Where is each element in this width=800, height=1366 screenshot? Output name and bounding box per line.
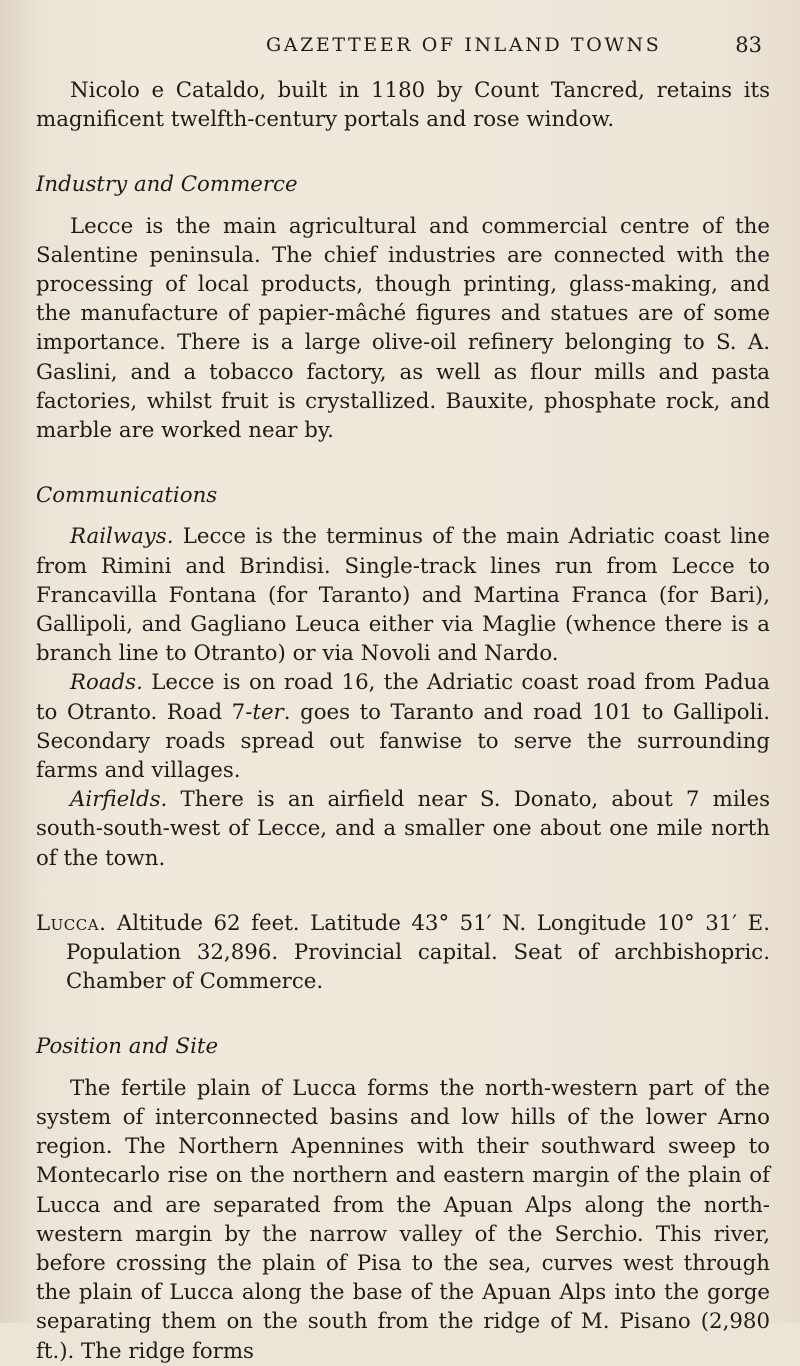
page-number: 83 [735, 33, 762, 57]
lucca-entry [36, 909, 770, 997]
opening-paragraph: Nicolo e Cataldo, built in 1180 by Count Tancred, retains its magnificent twelfth-century portals and rose window. [36, 78, 770, 133]
industry-heading: Industry and Commerce [36, 172, 298, 198]
roads-text-1: Lecce is on road 16, the Adriatic coast road from Padua to Otranto. Road 7- [36, 670, 770, 725]
railways-lead: Railways. [70, 524, 174, 550]
airfields-lead: Airfields. [70, 787, 168, 813]
airfields-paragraph [36, 785, 770, 873]
running-title: GAZETTEER OF INLAND TOWNS [266, 34, 662, 56]
lucca-details: Altitude 62 feet. Latitude 43° 51′ N. Longitude 10° 31′ E. Population 32,896. Provincial capital. Seat of archbishopric. Chamber of Commerce. [66, 910, 770, 995]
roads-text-2: . goes to Taranto and road 101 to Gallipoli. Secondary roads spread out fanwise to serve the surrounding farms and villages. [36, 699, 770, 784]
roads-paragraph [36, 668, 770, 785]
airfields-text: There is an airfield near S. Donato, about 7 miles south-south-west of Lecce, and a smaller one about one mile north of the town. [36, 787, 770, 871]
roads-ter: ter [252, 699, 284, 725]
industry-paragraph: Lecce is the main agricultural and commercial centre of the Salentine peninsula. The chief industries are connected with the processing of local products, though printing, glass-making, and the manufacture of papier-mâché figures and statues are of some importance. There is a large olive-oil refinery belonging to S. A. Gaslini, and a tobacco factory, as well as flour mills and pasta factories, whilst fruit is crystallized. Bauxite, phosphate rock, and marble are worked near by. [36, 213, 770, 444]
running-head [36, 34, 770, 76]
communications-heading: Communications [36, 483, 218, 509]
position-paragraph: The fertile plain of Lucca forms the north-western part of the system of interconnected basins and low hills of the lower Arno region. The Northern Apennines with their southward sweep to Montecarlo rise on the northern and eastern margin of the plain of Lucca and are separated from the Apuan Alps along the north-western margin by the narrow valley of the Serchio. This river, before crossing the plain of Pisa to the sea, curves west through the plain of Lucca along the base of the Apuan Alps into the gorge separating them on the south from the ridge of M. Pisano (2,980 ft.). The ridge forms [36, 1075, 770, 1364]
railways-text: Lecce is the terminus of the main Adriatic coast line from Rimini and Brindisi. Single-track lines run from Lecce to Francavilla Fontana (for Taranto) and Martina Franca (for Bari), Gallipoli, and Gagliano Leuca either via Maglie (whence there is a branch line to Otranto) or via Novoli and Nardo. [36, 524, 770, 667]
lucca-name: Lucca. [36, 910, 107, 936]
position-heading: Position and Site [36, 1034, 219, 1060]
roads-lead: Roads. [70, 670, 143, 696]
railways-paragraph [36, 522, 770, 668]
